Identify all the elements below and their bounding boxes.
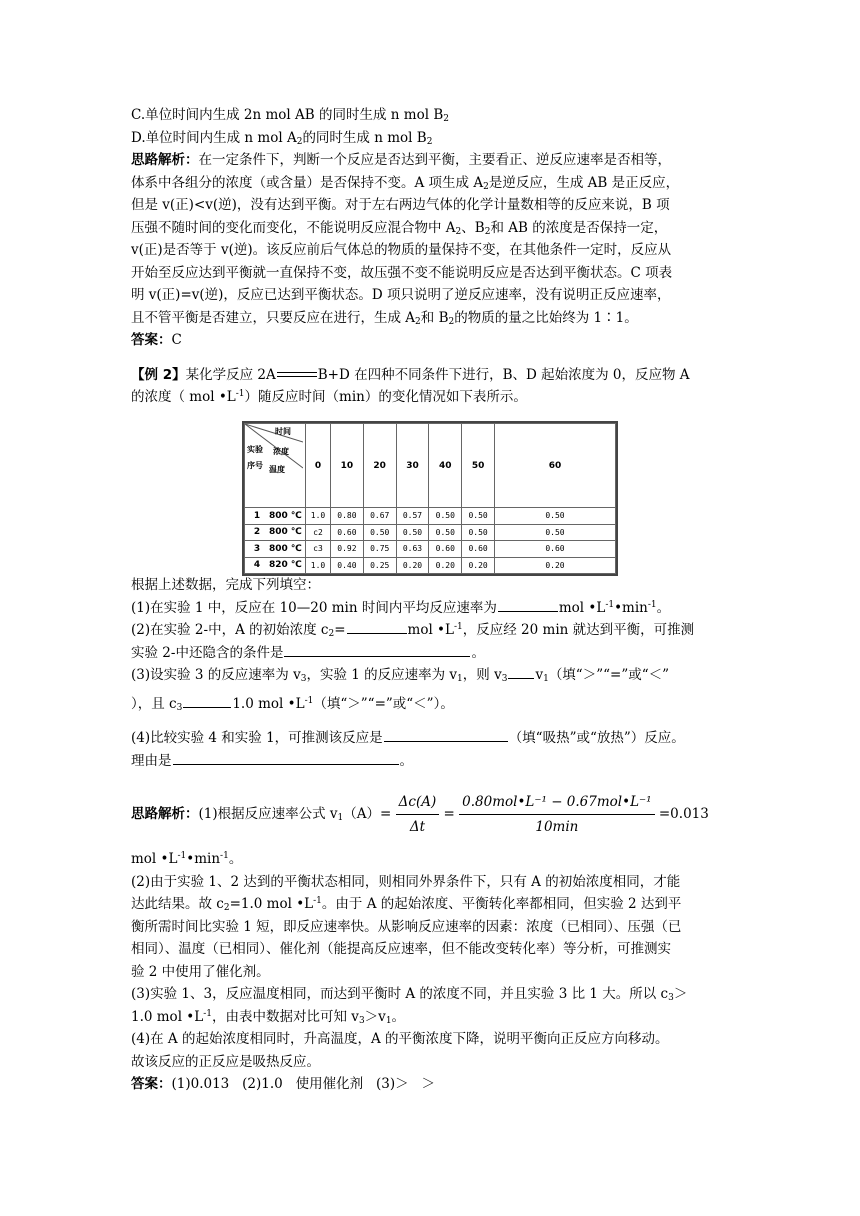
rate-fraction: $\frac{\Delta c(A)}{\Delta t}$: [396, 792, 440, 837]
solution-2-p2-l2: 达此结果。故 $c_2=1.0$ mol $•L^{-1}$。由于 A 的起始浓度、平衡转化率都相同，但实验 2 达到平: [131, 896, 682, 913]
table-cell: 0.80: [331, 508, 364, 525]
solution-1-line-6: 开始至反应达到平衡就一直保持不变，故压强不变不能说明反应是否达到平衡状态。C 项表: [131, 264, 673, 281]
table-cell: 0.20: [495, 557, 616, 574]
solution-2-p2-l1: (2)由于实验 1、2 达到的平衡状态相同，则相同外界条件下，只有 A 的初始浓度相同，才能: [131, 873, 681, 890]
table-row: [245, 541, 616, 558]
equilibrium-arrow-icon: [277, 371, 317, 379]
table-cell: c2: [306, 524, 331, 541]
table-cell: 0.20: [429, 557, 462, 574]
row-temp: 800 ℃: [269, 527, 302, 538]
table-cell: 0.50: [429, 508, 462, 525]
table-cell: 0.92: [331, 541, 364, 558]
table-cell: 0.60: [429, 541, 462, 558]
example-2-line-1: 【例 2】某化学反应 2A B+D 在四种不同条件下进行，B、D 起始浓度为 0，反应物 A: [131, 366, 690, 383]
solution-1-line-8: 且不管平衡是否建立，只要反应在进行，生成 $A_2$和 $B_2$的物质的量之比始终为 1∶1。: [131, 309, 638, 327]
concentration-table: [242, 421, 618, 576]
question-2-line-1: (2)在实验 2-中，A 的初始浓度 $c_2=$ mol $•L^{-1}$，反应经 20 min 就达到平衡，可推测: [131, 619, 736, 642]
answer-blank[interactable]: [508, 664, 534, 679]
header-temp: 温度: [269, 465, 285, 474]
solution-1-line-7: 明 v(正)=v(逆)，反应已达到平衡状态。D 项只说明了逆反应速率，没有说明正反应速率，: [131, 287, 671, 303]
option-d: D.单位时间内生成 n mol $A_2$的同时生成 n mol $B_2$: [131, 129, 433, 147]
table-cell: 0.50: [363, 524, 396, 541]
col-header: 30: [396, 424, 429, 508]
table-cell: 0.40: [331, 557, 364, 574]
table-cell: 0.60: [331, 524, 364, 541]
row-temp: 800 ℃: [269, 510, 302, 521]
table-cell: 0.25: [363, 557, 396, 574]
solution-1-line-5: v(正)是否等于 v(逆)。该反应前后气体总的物质的量保持不变，在其他条件一定时，反应从: [131, 242, 672, 258]
example-2-line-2: 的浓度（ mol $•L^{-1}$）随反应时间（min）的变化情况如下表所示。: [131, 389, 527, 405]
answer-blank[interactable]: [284, 642, 470, 657]
answer-blank[interactable]: [173, 750, 399, 765]
solution-2-p3-l2: 1.0 mol $•L^{-1}$，由表中数据对比可知 $v_3>v_1$。: [131, 1008, 406, 1026]
table-cell: 1.0: [306, 508, 331, 525]
table-cell: 0.20: [462, 557, 495, 574]
table-row: [245, 508, 616, 525]
question-4-line-2: 理由是 。: [131, 750, 736, 773]
solution-2-p2-l5: 验 2 中使用了催化剂。: [131, 963, 270, 980]
solution-2-p4-l1: (4)在 A 的起始浓度相同时，升高温度，A 的平衡浓度下降，说明平衡向正反应方向移动。: [131, 1031, 669, 1047]
col-header: 40: [429, 424, 462, 508]
question-2-line-2: 实验 2-中还隐含的条件是 。: [131, 642, 736, 665]
table-cell: 0.60: [495, 541, 616, 558]
table-cell: c3: [306, 541, 331, 558]
table-row: [245, 557, 616, 574]
row-label: [245, 541, 306, 558]
questions: [131, 574, 736, 772]
question-1: (1)在实验 1 中，反应在 10—20 min 时间内平均反应速率为 mol $•L^{-1}•\min^{-1}$。: [131, 597, 736, 620]
table-header-diagonal: [245, 424, 306, 508]
col-header: 10: [331, 424, 364, 508]
col-header: 0: [306, 424, 331, 508]
header-seq: 序号: [247, 461, 263, 470]
row-label: [245, 524, 306, 541]
row-id: 1: [253, 510, 261, 521]
row-label: [245, 508, 306, 525]
question-4-line-1: (4)比较实验 4 和实验 1，可推测该反应是 （填“吸热”或“放热”）反应。: [131, 727, 736, 750]
document-page: [131, 104, 736, 409]
table-row: [245, 524, 616, 541]
table-cell: 0.57: [396, 508, 429, 525]
solution-2-p2-l3: 衡所需时间比实验 1 短，即反应速率快。从影响反应速率的因素：浓度（已相同）、压强（已: [131, 918, 682, 935]
answer-1: 答案：C: [131, 332, 182, 348]
col-header: 20: [363, 424, 396, 508]
solution-1-line-2: 体系中各组分的浓度（或含量）是否保持不变。A 项生成 $A_2$是逆反应，生成 AB 是正反应，: [131, 174, 680, 192]
solution-1-line-1: 思路解析：在一定条件下，判断一个反应是否达到平衡，主要看正、逆反应速率是否相等，: [131, 152, 671, 168]
table-cell: 0.50: [429, 524, 462, 541]
row-id: 3: [253, 543, 261, 554]
solution-2-unit: mol $•L^{-1}•\min^{-1}$。: [131, 851, 243, 867]
answer-blank[interactable]: [498, 597, 558, 612]
question-3-line-2: ），且 $c_3$ 1.0 mol $•L^{-1}$（填“＞”“=”或“＜”）。: [131, 693, 736, 716]
answer-blank[interactable]: [183, 693, 231, 708]
table-cell: 0.67: [363, 508, 396, 525]
solution-2-formula: 思路解析：(1)根据反应速率公式 $v_1(A)=$ $\frac{\Delta c(A)}{\Delta t}$ = $\frac{\text{0.80mol•L⁻¹ − 0.67mol•L⁻¹}}{10\min}$ =0.013: [131, 794, 709, 835]
question-intro: 根据上述数据，完成下列填空：: [131, 577, 320, 593]
header-conc: 浓度: [273, 447, 289, 456]
col-header: 50: [462, 424, 495, 508]
solution-2-p3-l1: (3)实验 1、3，反应温度相同，而达到平衡时 A 的浓度不同，并且实验 3 比 1 大。所以 $c_3>$: [131, 986, 688, 1003]
answer-blank[interactable]: [384, 727, 508, 742]
row-temp: 820 ℃: [269, 560, 302, 571]
question-3-line-1: (3)设实验 3 的反应速率为 $v_3$，实验 1 的反应速率为 $v_1$，则 $v_3$ $v_1$（填“＞”“=”或“＜”: [131, 664, 736, 687]
row-id: 4: [253, 560, 261, 571]
table-cell: 0.50: [396, 524, 429, 541]
answer-blank[interactable]: [347, 619, 407, 634]
solution-2-p2-l4: 相同）、温度（已相同）、催化剂（能提高反应速率，但不能改变转化率）等分析，可推测实: [131, 941, 671, 957]
solution-1-line-4: 压强不随时间的变化而变化，不能说明反应混合物中 $A_2$、$B_2$和 AB 的浓度是否保持一定，: [131, 219, 668, 237]
table-cell: 0.50: [495, 524, 616, 541]
table-cell: 0.50: [462, 508, 495, 525]
solution-2: [131, 790, 736, 1096]
table-cell: 0.50: [462, 524, 495, 541]
table-cell: 0.60: [462, 541, 495, 558]
table-cell: 0.75: [363, 541, 396, 558]
header-exp: 实验: [247, 445, 263, 454]
row-temp: 800 ℃: [269, 543, 302, 554]
table-cell: 0.20: [396, 557, 429, 574]
solution-2-p4-l2: 故该反应的正反应是吸热反应。: [131, 1053, 320, 1070]
table-cell: 0.50: [495, 508, 616, 525]
answer-2: 答案：(1)0.013 (2)1.0 使用催化剂 (3)＞ ＞: [131, 1076, 435, 1092]
row-label: [245, 557, 306, 574]
solution-1-line-3: 但是 v(正)<v(逆)，没有达到平衡。对于左右两边气体的化学计量数相等的反应来说，B 项: [131, 197, 670, 213]
col-header: 60: [495, 424, 616, 508]
option-c: C.单位时间内生成 2n mol AB 的同时生成 n mol $B_2$: [131, 107, 449, 124]
value-fraction: $\frac{\text{0.80mol•L⁻¹ − 0.67mol•L⁻¹}}{10\min}$: [459, 792, 654, 837]
row-id: 2: [253, 527, 261, 538]
header-time: 时间: [275, 427, 291, 436]
table-cell: 0.63: [396, 541, 429, 558]
table-cell: 1.0: [306, 557, 331, 574]
